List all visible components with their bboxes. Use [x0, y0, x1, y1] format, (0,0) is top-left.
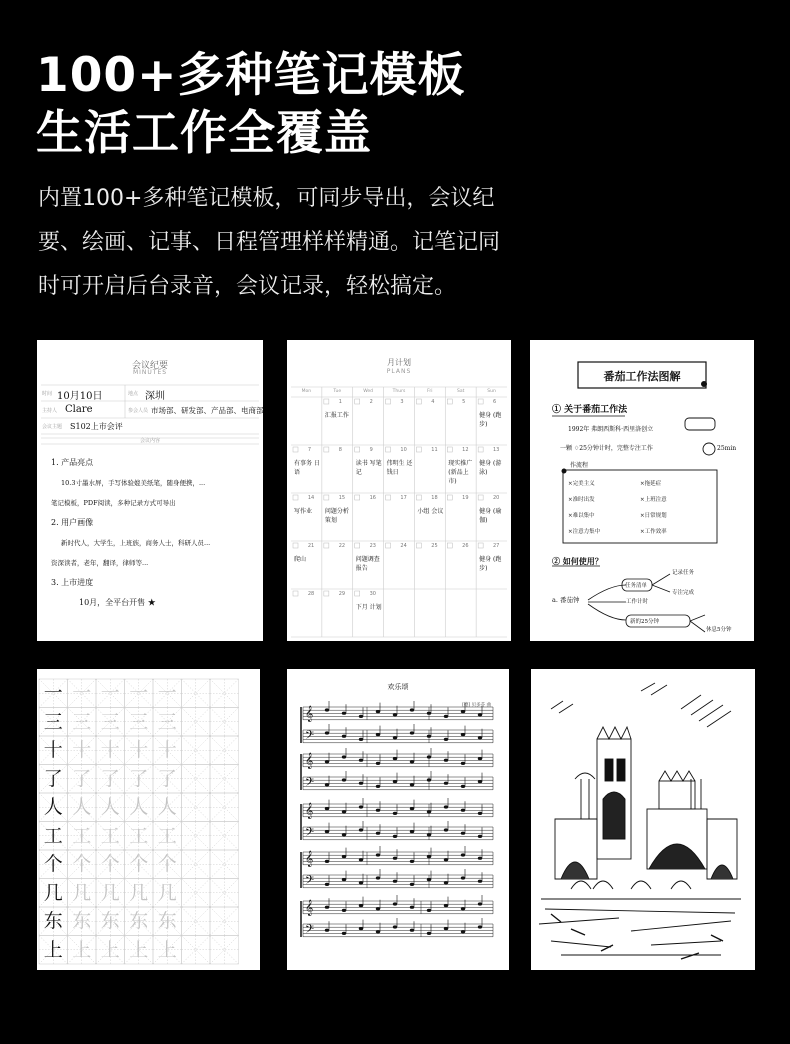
plans-weekday: Sun: [487, 389, 496, 394]
calligraphy-character: 东: [129, 910, 149, 932]
music-note: [461, 762, 465, 765]
music-note: [376, 762, 380, 765]
music-note: [376, 876, 380, 879]
calligraphy-character: 几: [129, 881, 149, 904]
music-note: [376, 733, 380, 736]
calligraphy-character: 三: [43, 710, 63, 733]
music-note: [325, 830, 329, 833]
tomato-leaf2: 专注完成: [672, 590, 695, 596]
calligraphy-character: 几: [100, 881, 120, 904]
music-note: [342, 735, 346, 738]
music-clef: 𝄢: [305, 729, 315, 745]
music-note: [478, 780, 482, 783]
music-note: [359, 858, 363, 861]
music-staff: [303, 730, 493, 743]
plans-entry: 写作业: [294, 508, 313, 515]
plans-day-number: 26: [462, 543, 469, 549]
note-line: 3. 上市进度: [51, 578, 94, 587]
calligraphy-character: 三: [129, 710, 149, 733]
calligraphy-template-card[interactable]: [37, 669, 260, 970]
music-note: [342, 755, 346, 758]
music-note: [410, 760, 414, 763]
note-line: 资深读者，老年，翻译，律师等...: [51, 559, 149, 567]
plans-weekday: Thurs: [392, 389, 406, 394]
calligraphy-character: 东: [157, 910, 177, 932]
music-note: [342, 932, 346, 935]
tomato-section1: ① 关于番茄工作法: [552, 405, 628, 415]
plans-weekday: Wed: [363, 389, 374, 394]
calligraphy-character: 工: [72, 824, 92, 847]
plans-day-number: 19: [462, 495, 469, 501]
music-clef: 𝄞: [305, 851, 314, 867]
music-note: [359, 738, 363, 741]
sketch-drawing: [531, 669, 755, 970]
music-composer: [德] 贝多芬 曲: [462, 703, 491, 708]
tomato-template-card[interactable]: [530, 340, 754, 641]
description-line1: 内置100+多种笔记模板，可同步导出，会议纪: [38, 186, 495, 211]
plans-day-number: 21: [307, 543, 315, 549]
plans-entry: 读书 写笔记: [355, 460, 382, 476]
note-line: 2. 用户画像: [51, 518, 94, 527]
minutes-subtitle: MINUTES: [132, 369, 168, 376]
music-note: [444, 904, 448, 907]
tomato-item: ×日常规划: [640, 513, 667, 519]
tomato-branch-c: 新的25分钟: [630, 619, 659, 625]
music-note: [461, 853, 465, 856]
plans-day-number: 15: [338, 495, 346, 501]
minutes-date-label: 时间: [42, 391, 53, 397]
tomato-item: ×注意力集中: [568, 529, 601, 535]
music-note: [359, 828, 363, 831]
plans-day-number: 3: [400, 399, 404, 405]
music-note: [410, 860, 414, 863]
music-note: [461, 876, 465, 879]
minutes-room-label: 会议主题: [42, 424, 63, 430]
plans-day-number: 25: [431, 543, 438, 549]
music-clef: 𝄞: [305, 753, 314, 769]
music-note: [461, 710, 465, 713]
tomato-line3: 作流程: [570, 462, 589, 469]
tomato-title: 番茄工作法图解: [603, 370, 681, 383]
music-staff: [303, 901, 493, 914]
calligraphy-character: 几: [157, 881, 177, 904]
music-note: [393, 902, 397, 905]
calligraphy-character: 人: [43, 796, 63, 818]
music-note: [325, 708, 329, 711]
music-note: [427, 855, 431, 858]
music-note: [393, 736, 397, 739]
plans-day-number: 22: [338, 543, 346, 549]
calligraphy-character: 上: [100, 938, 120, 961]
plans-day-number: 28: [307, 591, 315, 597]
sketch-template-card[interactable]: [531, 669, 755, 970]
music-note: [359, 715, 363, 718]
plans-day-number: 23: [369, 543, 376, 549]
music-note: [376, 930, 380, 933]
plans-day-number: 27: [493, 543, 500, 549]
music-note: [359, 782, 363, 785]
calligraphy-character: 工: [100, 824, 120, 847]
music-note: [393, 857, 397, 860]
calligraphy-character: 上: [129, 938, 149, 961]
music-note: [427, 712, 431, 715]
calligraphy-character: 一: [157, 682, 177, 704]
note-line: 笔记模板，PDF阅读，多种记录方式可导出: [51, 499, 176, 507]
music-note: [342, 855, 346, 858]
music-note: [393, 713, 397, 716]
music-clef: 𝄞: [305, 900, 314, 916]
music-note: [325, 807, 329, 810]
music-note: [444, 738, 448, 741]
calligraphy-character: 工: [129, 824, 149, 847]
music-note: [444, 805, 448, 808]
plans-day-number: 29: [338, 591, 346, 597]
note-line: 10月，全平台开售 ★: [79, 598, 156, 607]
calligraphy-characters: [37, 669, 260, 970]
calligraphy-character: 三: [72, 710, 92, 733]
note-line: 新时代人，大学生，上班族，商务人士，科研人员...: [61, 539, 211, 547]
music-staff: [303, 924, 493, 937]
music-note: [393, 780, 397, 783]
music-note: [427, 932, 431, 935]
calligraphy-character: 一: [72, 682, 92, 704]
music-note: [325, 860, 329, 863]
music-clef: 𝄢: [305, 874, 315, 890]
calligraphy-character: 人: [129, 796, 149, 818]
plans-day-number: 17: [400, 495, 407, 501]
calligraphy-character: 十: [72, 739, 92, 761]
calligraphy-character: 东: [100, 910, 120, 932]
tomato-item: ×难以集中: [568, 513, 595, 519]
music-note: [342, 712, 346, 715]
music-note: [478, 902, 482, 905]
music-note: [410, 830, 414, 833]
music-note: [376, 907, 380, 910]
music-note: [359, 904, 363, 907]
calligraphy-character: 了: [157, 767, 177, 790]
music-note: [444, 759, 448, 762]
tomato-item: ×准时出发: [568, 497, 595, 503]
calligraphy-character: 一: [129, 682, 149, 704]
tomato-item: ×完美主义: [568, 481, 595, 487]
minutes-host-value: Clare: [65, 404, 93, 415]
plans-subtitle: PLANS: [386, 368, 412, 375]
music-note: [461, 832, 465, 835]
minutes-date-value: 10月10日: [57, 391, 103, 402]
plans-weekday: Tue: [333, 389, 342, 394]
calligraphy-character: 几: [43, 881, 63, 904]
tomato-branch-root: a. 番茄钟: [552, 596, 580, 604]
music-note: [376, 710, 380, 713]
tomato-leaf1: 记录任务: [672, 570, 695, 576]
music-note: [342, 833, 346, 836]
plans-day-number: 14: [307, 495, 315, 501]
plans-entry: 健身 (瑜伽): [479, 508, 502, 524]
minutes-host-label: 主持人: [42, 408, 58, 414]
music-note: [410, 929, 414, 932]
description-line3: 时可开启后台录音，会议记录，轻松搞定。: [38, 274, 457, 299]
plans-entry: 下月 计划: [355, 604, 382, 611]
description-line2: 要、绘画、记事、日程管理样样精通。记笔记同: [38, 230, 501, 255]
music-staff: [303, 754, 493, 767]
music-note: [478, 835, 482, 838]
music-note: [342, 810, 346, 813]
music-note: [461, 907, 465, 910]
calligraphy-character: 人: [157, 796, 177, 818]
music-note: [427, 909, 431, 912]
music-note: [359, 881, 363, 884]
minutes-title: 会议纪要: [131, 361, 168, 371]
plans-entry: 有事务 日语: [294, 460, 320, 476]
plans-day-number: 12: [462, 447, 469, 453]
music-staff: [303, 707, 493, 720]
music-note: [427, 778, 431, 781]
music-note: [444, 828, 448, 831]
music-note: [342, 878, 346, 881]
plans-day-number: 6: [493, 399, 497, 405]
music-note: [325, 783, 329, 786]
calligraphy-character: 人: [100, 796, 120, 818]
minutes-place-value: 深圳: [145, 391, 165, 402]
music-staves: [287, 669, 509, 970]
plans-day-number: 2: [369, 399, 373, 405]
plans-weekday: Fri: [427, 389, 433, 394]
plans-day-number: 1: [338, 399, 342, 405]
calligraphy-character: 个: [157, 853, 177, 875]
music-note: [359, 805, 363, 808]
calligraphy-character: 了: [129, 767, 149, 790]
music-note: [410, 883, 414, 886]
music-note: [444, 715, 448, 718]
music-note: [427, 735, 431, 738]
headline-line2: 生活工作全覆盖: [36, 106, 372, 161]
plans-day-number: 4: [431, 399, 435, 405]
minutes-participants-label: 参会人员: [128, 408, 149, 414]
music-clef: 𝄢: [305, 826, 315, 842]
music-note: [427, 878, 431, 881]
music-note: [393, 812, 397, 815]
music-clef: 𝄞: [305, 706, 314, 722]
calligraphy-character: 几: [72, 881, 92, 904]
music-note: [393, 925, 397, 928]
plans-entry: 问题分析 策划: [324, 508, 349, 524]
minutes-content-label: 会议内容: [139, 438, 160, 444]
music-note: [478, 880, 482, 883]
plans-day-number: 24: [400, 543, 407, 549]
plans-day-number: 16: [369, 495, 376, 501]
calligraphy-character: 人: [72, 796, 92, 818]
plans-entry: 现实推广 (新品上市): [448, 460, 473, 485]
music-note: [478, 857, 482, 860]
tomato-item: ×上班注意: [640, 497, 667, 503]
music-note: [461, 733, 465, 736]
calligraphy-character: 个: [43, 853, 63, 875]
calligraphy-character: 个: [72, 853, 92, 875]
music-note: [478, 925, 482, 928]
plans-day-number: 18: [431, 495, 438, 501]
music-note: [427, 755, 431, 758]
plans-day-number: 11: [431, 447, 438, 453]
plans-day-number: 7: [307, 447, 312, 453]
note-line: 10.3寸墨水屏，手写体验媲美纸笔，随身便携，...: [61, 479, 206, 487]
calligraphy-character: 东: [43, 910, 63, 932]
tomato-line2: 一颗 ♢25分钟计时，完整专注工作: [560, 445, 653, 452]
tomato-duration: 25min: [717, 445, 737, 452]
music-note: [461, 809, 465, 812]
plans-day-number: 8: [338, 447, 342, 453]
plans-day-number: 9: [369, 447, 373, 453]
plans-day-number: 10: [400, 447, 407, 453]
music-note: [444, 782, 448, 785]
plans-entry: 健身 (跑步): [479, 412, 502, 428]
music-note: [359, 927, 363, 930]
plans-weekday: Mon: [301, 389, 312, 394]
music-note: [444, 927, 448, 930]
calligraphy-character: 十: [100, 739, 120, 761]
calligraphy-character: 个: [100, 853, 120, 875]
plans-entry: 问题调查 报告: [355, 556, 380, 572]
tomato-section2: ② 如何使用？: [552, 556, 603, 566]
plans-day-number: 20: [493, 495, 500, 501]
calligraphy-character: 了: [72, 767, 92, 790]
music-note: [376, 853, 380, 856]
music-note: [325, 883, 329, 886]
music-note: [444, 858, 448, 861]
minutes-template-card[interactable]: [37, 340, 263, 641]
music-note: [393, 835, 397, 838]
tomato-items: [568, 476, 714, 540]
tomato-line1: 1992年 弗朗西斯科·西里洛创立: [568, 426, 654, 433]
plans-entry: 健身 (游泳): [479, 460, 502, 476]
calligraphy-character: 上: [43, 938, 63, 961]
music-note: [410, 783, 414, 786]
music-note: [325, 731, 329, 734]
headline-line1: 100+多种笔记模板: [36, 48, 466, 103]
plans-calendar: [287, 340, 511, 641]
note-line: 1. 产品亮点: [51, 458, 94, 467]
tomato-leaf3: 休息5分钟: [706, 627, 732, 633]
music-note: [410, 708, 414, 711]
calligraphy-character: 工: [43, 824, 63, 847]
music-note: [342, 909, 346, 912]
plans-day-number: 30: [369, 591, 376, 597]
calligraphy-character: 了: [100, 767, 120, 790]
music-note: [342, 778, 346, 781]
music-clef: 𝄞: [305, 803, 314, 819]
plans-day-number: 5: [462, 399, 466, 405]
calligraphy-character: 东: [72, 910, 92, 932]
calligraphy-character: 十: [129, 739, 149, 761]
calligraphy-character: 上: [157, 938, 177, 961]
music-note: [478, 757, 482, 760]
plans-weekday: Sat: [457, 389, 465, 394]
music-note: [427, 833, 431, 836]
music-clef: 𝄢: [305, 776, 315, 792]
calligraphy-character: 三: [157, 710, 177, 733]
music-title: 欢乐颂: [387, 683, 409, 691]
calligraphy-character: 十: [43, 739, 63, 761]
music-note: [427, 810, 431, 813]
music-note: [325, 906, 329, 909]
calligraphy-character: 一: [43, 682, 63, 704]
tomato-branch-b: 工作计时: [626, 599, 649, 605]
calligraphy-character: 十: [157, 739, 177, 761]
minutes-room-value: S102上市会评: [70, 422, 123, 431]
music-note: [444, 881, 448, 884]
music-note: [325, 760, 329, 763]
plans-template-card[interactable]: [287, 340, 511, 641]
music-note: [410, 731, 414, 734]
minutes-place-label: 地点: [128, 391, 139, 397]
calligraphy-character: 个: [129, 853, 149, 875]
music-note: [410, 807, 414, 810]
music-note: [376, 809, 380, 812]
tomato-item: ×工作效率: [640, 529, 667, 535]
music-note: [478, 812, 482, 815]
calligraphy-character: 工: [157, 824, 177, 847]
music-note: [461, 930, 465, 933]
plans-entry: 汇报工作: [324, 412, 349, 419]
tomato-branch-a: 任务清单: [625, 583, 648, 589]
calligraphy-character: 一: [100, 682, 120, 704]
minutes-participants-value: 市场部、研发部、产品部、电商部: [151, 406, 263, 415]
music-template-card[interactable]: [287, 669, 509, 970]
plans-day-number: 13: [493, 447, 500, 453]
music-clef: 𝄢: [305, 923, 315, 939]
calligraphy-character: 三: [100, 710, 120, 733]
music-note: [359, 759, 363, 762]
music-note: [478, 713, 482, 716]
calligraphy-character: 上: [72, 938, 92, 961]
music-note: [461, 785, 465, 788]
plans-title: 月计划: [387, 358, 411, 367]
calligraphy-character: 了: [43, 767, 63, 790]
music-note: [410, 906, 414, 909]
music-note: [376, 832, 380, 835]
plans-entry: 伟明生 还钱日: [386, 460, 413, 476]
music-note: [478, 736, 482, 739]
minutes-notes: [51, 453, 256, 613]
plans-entry: 爬山: [294, 556, 307, 563]
tomato-item: ×拖延症: [640, 481, 662, 487]
description: [38, 177, 598, 309]
music-note: [325, 929, 329, 932]
music-note: [393, 880, 397, 883]
music-note: [376, 785, 380, 788]
plans-entry: 健身 (跑步): [479, 556, 502, 572]
plans-entry: 小组 会议: [417, 508, 444, 515]
music-note: [393, 757, 397, 760]
music-staff: [303, 777, 493, 790]
